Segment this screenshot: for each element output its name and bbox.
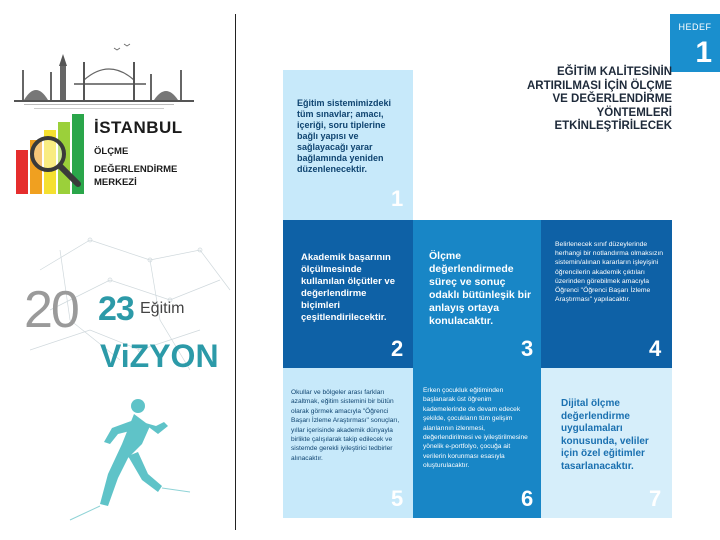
- logo-bars-icon: [14, 112, 90, 194]
- goal-item-text: Akademik başarının ölçülmesinde kullanılan ölçütler ve değerlendirme biçimleri çeşitlendirilecektir.: [301, 252, 395, 323]
- goal-item-text: Erken çocukluk eğitiminden başlanarak üst öğrenim kademelerinde de devam edecek şekilde, çocukların tüm gelişim alanlarının izlenmesi, değerlendirilmesi ve iyileştirilmesine yönelik e-portfolyo, çocuğa ait verilerin korunması esasıyla oluşturulacaktır.: [423, 387, 528, 470]
- left-panel: [0, 0, 236, 540]
- vertical-divider: [235, 14, 236, 530]
- goal-item-7: [541, 368, 672, 518]
- goal-item-number: 5: [391, 486, 404, 511]
- vision-year-20: 20: [24, 281, 78, 339]
- poster-title-line: ARTIRILMASI İÇİN ÖLÇME: [526, 79, 672, 92]
- goal-item-number: 6: [521, 486, 534, 511]
- goal-item-text: Belirlenecek sınıf düzeylerinde herhangi bir notlandırma olmaksızın sistemin/alınan kararların işleyişini öğrencilerin akademik çıktıları üzerinden görebilmek amacıyla Öğrenci "Öğrenci Başarı İzleme Araştırması" yapılacaktır.: [555, 241, 664, 304]
- goal-item-number: 4: [649, 336, 662, 361]
- poster-title-line: YÖNTEMLERİ: [596, 106, 672, 119]
- vision-word-vizyon: ViZYON: [100, 338, 219, 374]
- goal-label: HEDEF: [678, 22, 712, 32]
- goal-item-text: Dijital ölçme değerlendirme uygulamaları konusunda, veliler için özel eğitimler tasarlanacaktır.: [561, 398, 649, 472]
- goal-item-5: [283, 368, 413, 518]
- goal-item-number: 3: [521, 336, 534, 361]
- goal-item-text: Ölçme değerlendirmede süreç ve sonuç odaklı bütünleşik bir anlayış ortaya konulacaktır.: [429, 250, 532, 327]
- goal-item-4: [541, 220, 672, 368]
- poster-title: [480, 66, 672, 134]
- goal-item-6: [413, 368, 541, 518]
- poster-title-line: EĞİTİM KALİTESİNİN: [557, 66, 672, 78]
- org-name: İSTANBUL: [94, 118, 183, 137]
- goal-badge: [670, 14, 720, 72]
- vision-year-23: 23: [98, 290, 134, 328]
- goal-number: 1: [695, 36, 712, 69]
- poster-title-line: ETKİNLEŞTİRİLECEK: [554, 120, 672, 132]
- goal-item-3: [413, 220, 541, 368]
- goal-item-number: 1: [391, 186, 404, 211]
- goal-item-number: 7: [649, 486, 662, 511]
- goal-item-text: Okullar ve bölgeler arası farkları azaltmak, eğitim sistemini bir bütün olarak görmek amacıyla "Öğrenci Başarı İzleme Araştırması" sonuçları, yıllar içerisinde akademik dünyayla birlikte çalışılarak takip edilecek ve sistemde gerekli iyileştirici tedbirler alınacaktır.: [291, 389, 400, 462]
- org-sub-line-2: DEĞERLENDİRME: [94, 164, 178, 175]
- org-sub-line-1: ÖLÇME: [94, 146, 129, 157]
- vision-word-egitim: Eğitim: [140, 300, 185, 317]
- goal-item-number: 2: [391, 336, 404, 361]
- goal-item-2: [283, 220, 413, 368]
- vision-runner-graphic: [30, 230, 236, 530]
- org-sub-line-3: MERKEZİ: [94, 177, 137, 188]
- poster-title-line: VE DEĞERLENDİRME: [552, 93, 672, 105]
- goal-item-1: [283, 70, 413, 220]
- goal-item-text: Eğitim sistemimizdeki tüm sınavlar; amacı, içeriği, soru tiplerine bağlı yapısı ve sağlayacağı yarar bağlamında yeniden düzenlenecektir.: [297, 98, 392, 174]
- istanbul-skyline-icon: [14, 40, 194, 118]
